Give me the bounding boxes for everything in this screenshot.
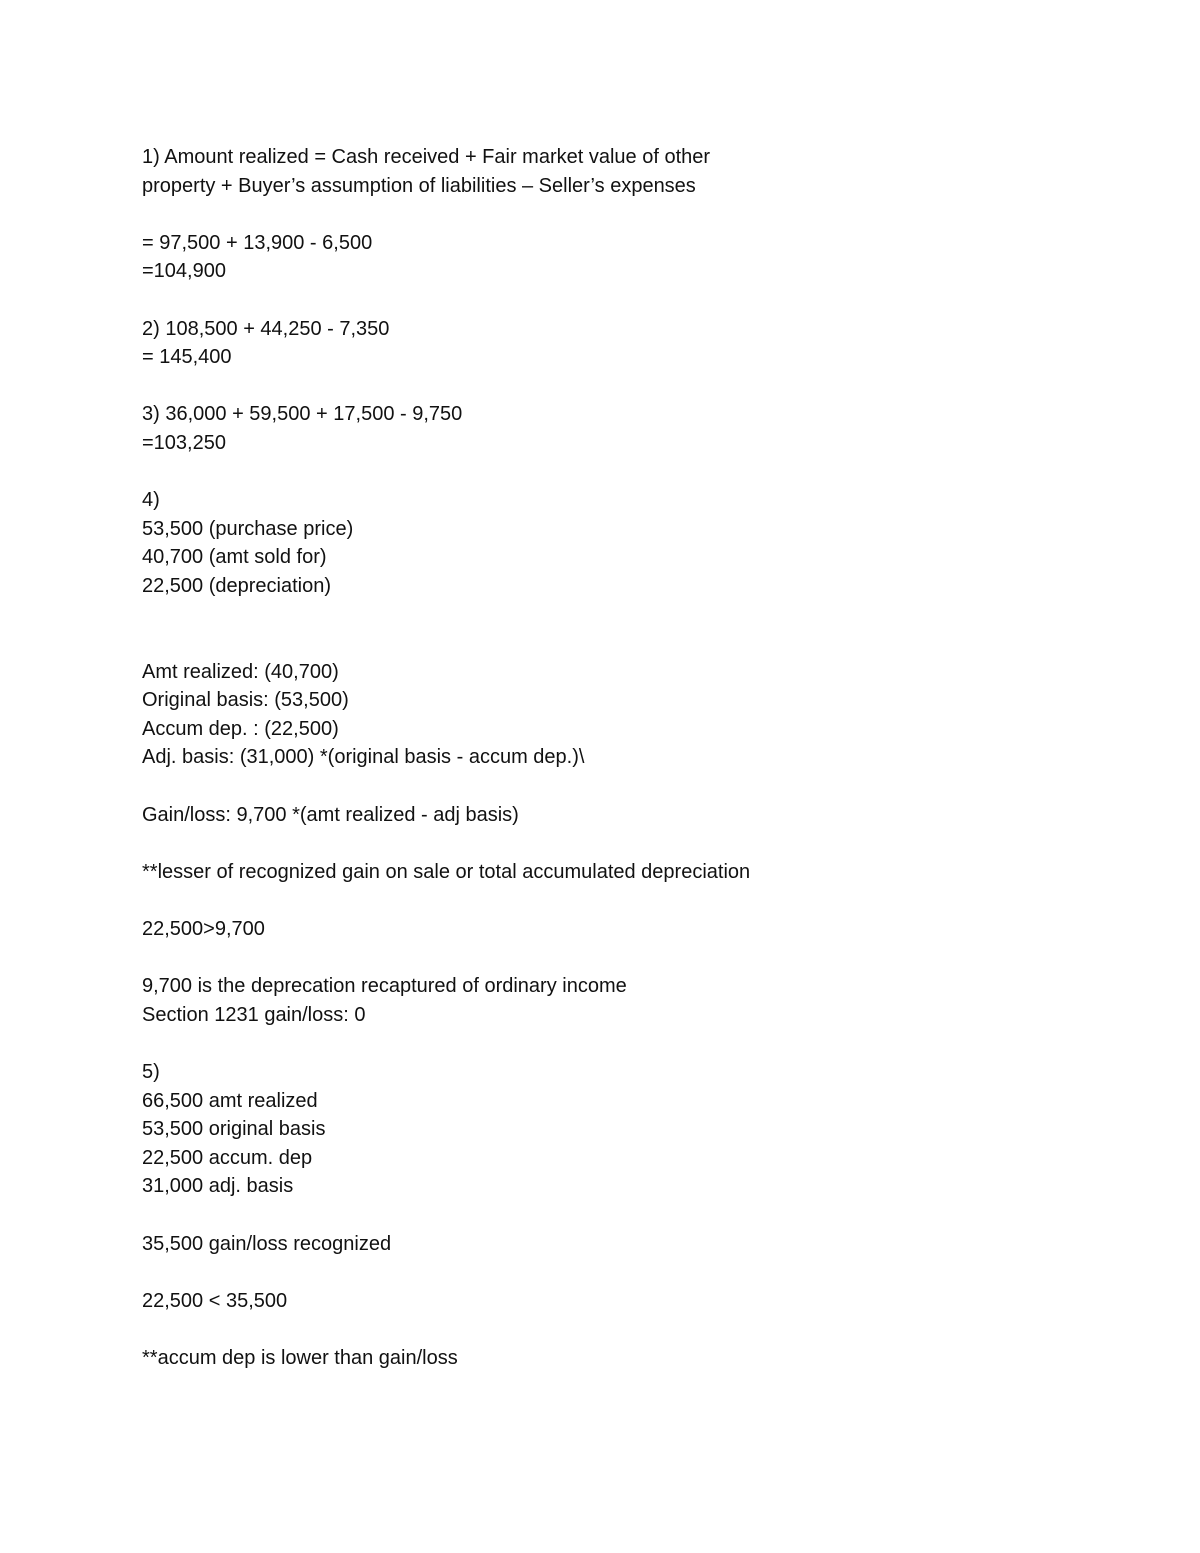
- text-line: 9,700 is the deprecation recaptured of ordinary income: [142, 975, 627, 998]
- text-line: **accum dep is lower than gain/loss: [142, 1346, 458, 1369]
- text-line: [142, 1258, 1042, 1287]
- text-line: [142, 601, 1042, 630]
- text-line: = 97,500 + 13,900 - 6,500: [142, 231, 373, 254]
- text-line: property + Buyer’s assumption of liabilities – Seller’s expenses: [142, 174, 696, 197]
- text-line: [142, 1315, 1042, 1344]
- text-line: 53,500 (purchase price): [142, 517, 354, 540]
- text-line: =104,900: [142, 260, 226, 283]
- text-line: 5): [142, 1061, 160, 1083]
- text-line: 22,500 accum. dep: [142, 1146, 313, 1169]
- text-line: =103,250: [142, 431, 226, 454]
- text-line: 3) 36,000 + 59,500 + 17,500 - 9,750: [142, 403, 463, 426]
- text-line: [142, 458, 1042, 487]
- text-line: [142, 1201, 1042, 1230]
- text-line: Amt realized: (40,700): [142, 660, 339, 683]
- text-line: 35,500 gain/loss recognized: [142, 1232, 392, 1255]
- text-line: [142, 286, 1042, 315]
- text-line: 31,000 adj. basis: [142, 1175, 294, 1198]
- text-line: [142, 629, 1042, 658]
- text-line: 1) Amount realized = Cash received + Fair market value of other: [142, 146, 711, 168]
- text-line: = 145,400: [142, 346, 232, 369]
- text-line: 22,500 (depreciation): [142, 574, 332, 597]
- text-line: [142, 1029, 1042, 1058]
- text-line: [142, 372, 1042, 401]
- text-line: Original basis: (53,500): [142, 689, 349, 712]
- text-line: Accum dep. : (22,500): [142, 717, 339, 740]
- text-line: [142, 829, 1042, 858]
- text-line: Section 1231 gain/loss: 0: [142, 1003, 366, 1026]
- text-line: Adj. basis: (31,000) *(original basis - accum dep.)\: [142, 746, 585, 769]
- text-line: [142, 886, 1042, 915]
- text-line: 22,500 < 35,500: [142, 1289, 288, 1312]
- text-line: [142, 944, 1042, 973]
- text-line: **lesser of recognized gain on sale or total accumulated depreciation: [142, 860, 751, 883]
- text-line: 66,500 amt realized: [142, 1089, 318, 1112]
- text-line: [142, 200, 1042, 229]
- text-line: Gain/loss: 9,700 *(amt realized - adj basis): [142, 803, 519, 826]
- text-line: 22,500>9,700: [142, 918, 265, 941]
- text-line: 53,500 original basis: [142, 1118, 326, 1141]
- document-body: [142, 143, 1042, 1373]
- text-line: 40,700 (amt sold for): [142, 546, 327, 569]
- text-line: 2) 108,500 + 44,250 - 7,350: [142, 317, 390, 340]
- text-line: 4): [142, 489, 160, 512]
- text-line: [142, 772, 1042, 801]
